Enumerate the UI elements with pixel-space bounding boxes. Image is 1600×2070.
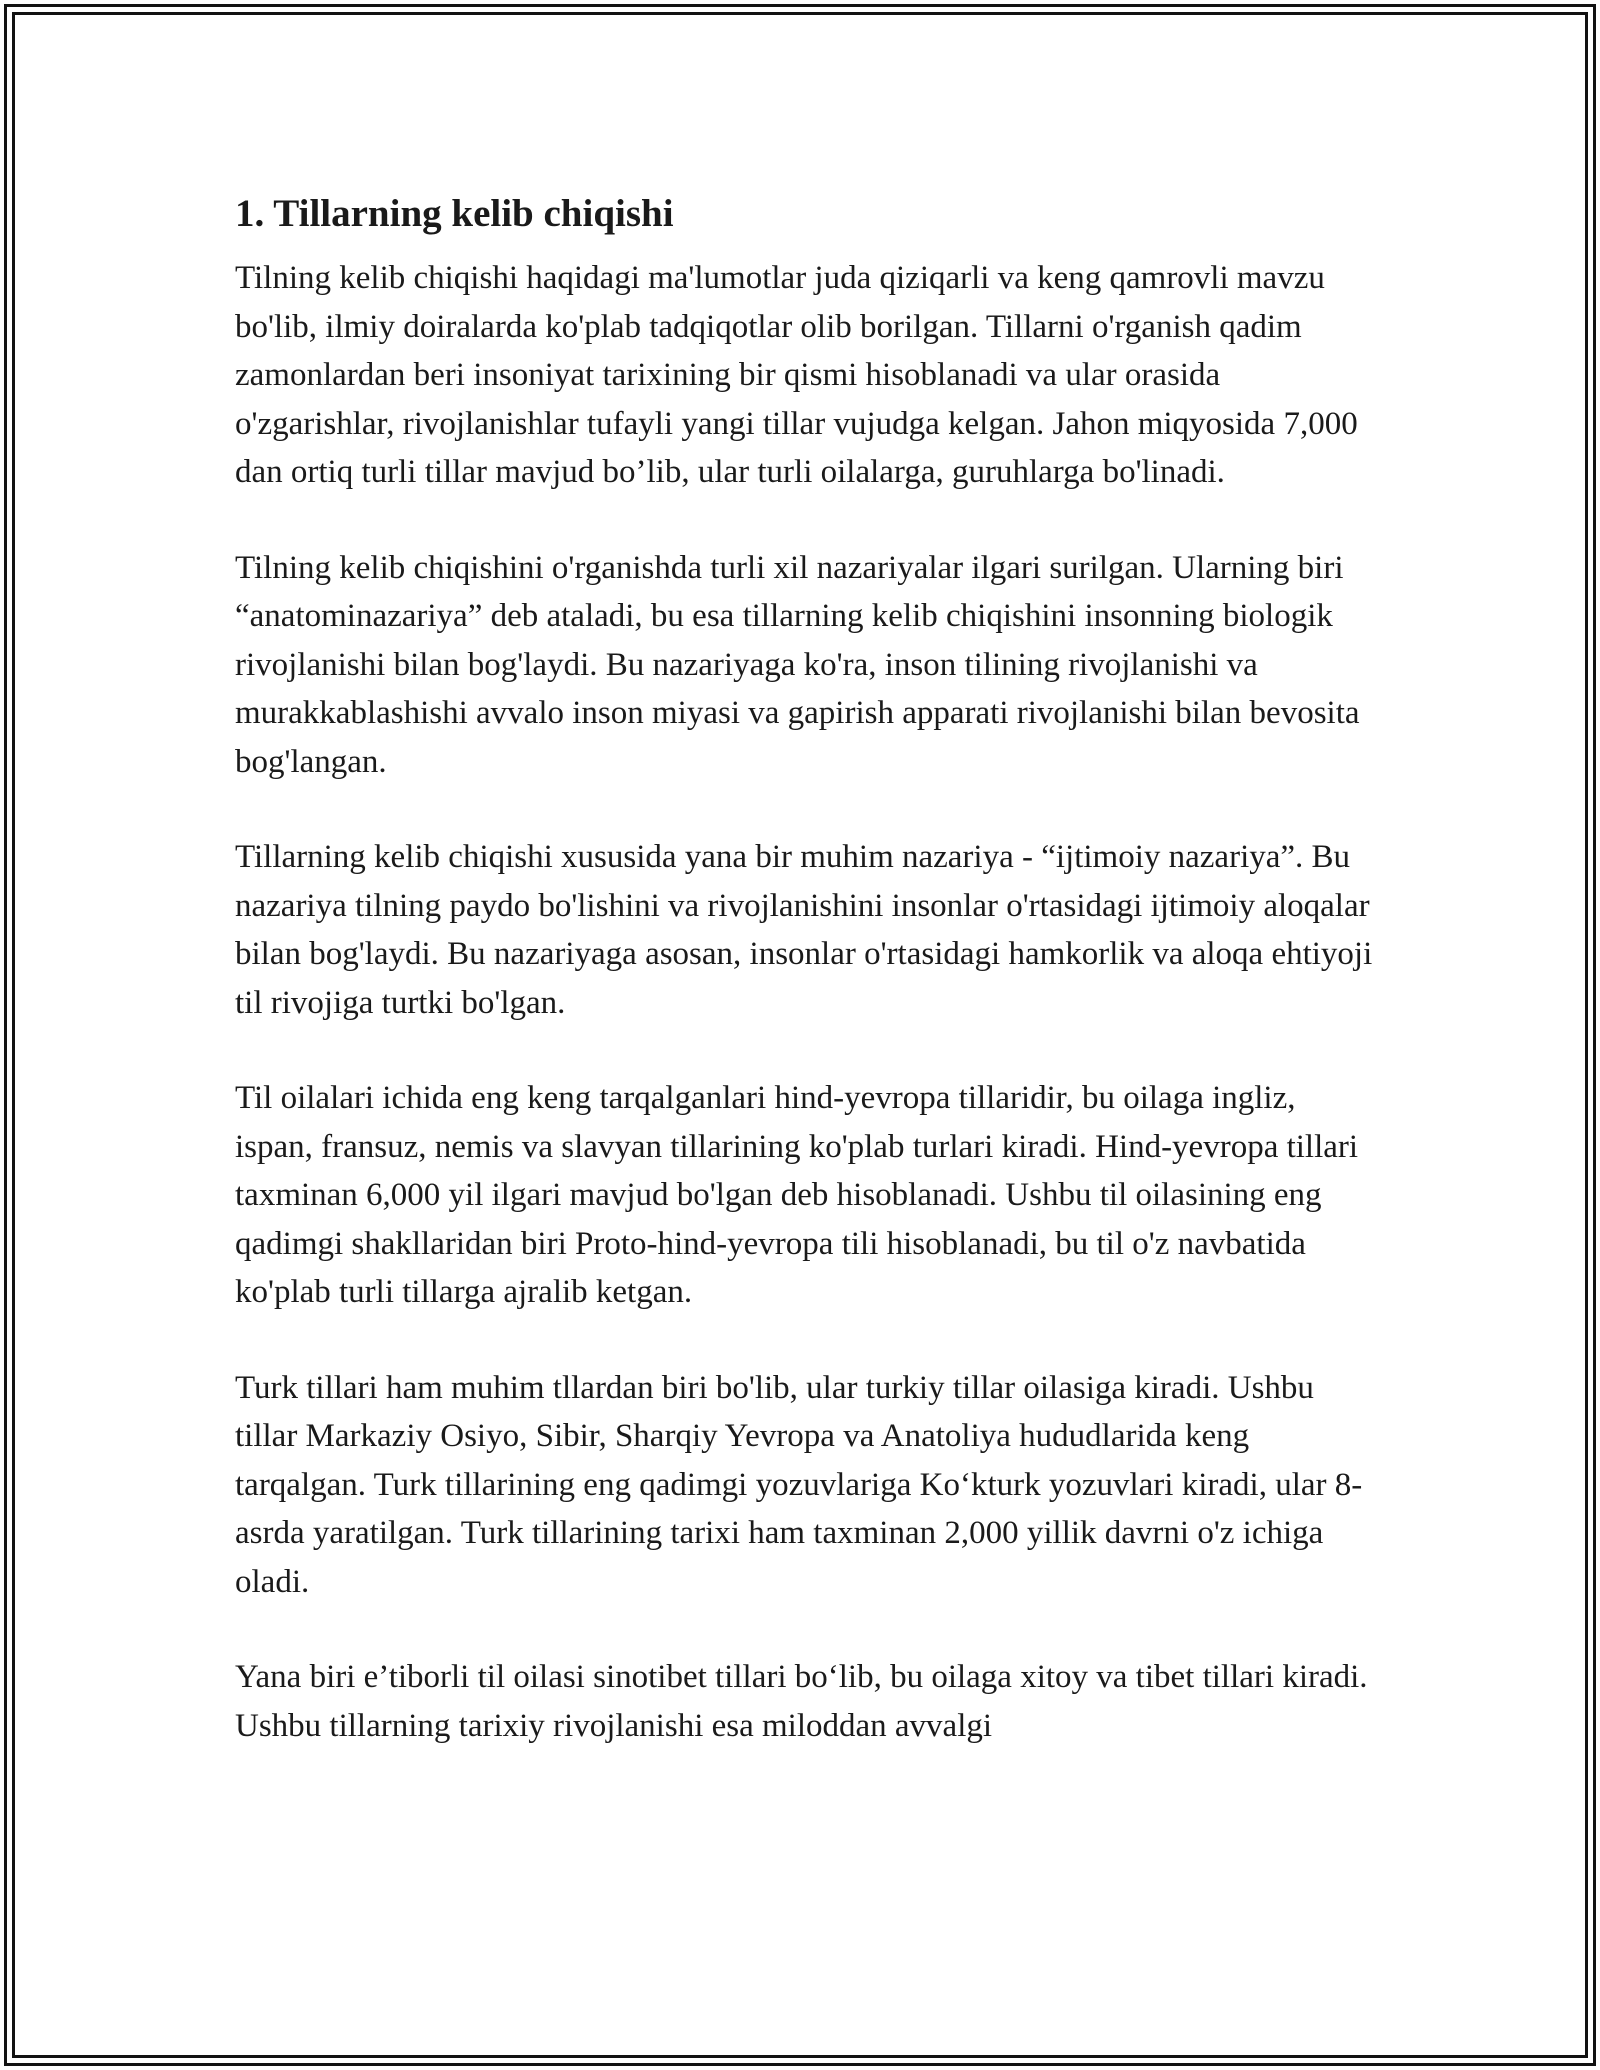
paragraph-5: Turk tillari ham muhim tllardan biri bo'lib, ular turkiy tillar oilasiga kiradi. Ushbu tillar Markaziy Osiyo, Sibir, Sharqiy Yevropa va Anatoliya hududlarida keng tarqalgan. Turk tillarining eng qadimgi yozuvlariga Ko‘kturk yozuvlari kiradi, ular 8-asrda yaratilgan. Turk tillarining tarixi ham taxminan 2,000 yillik davrni o'z ichiga oladi. bbox=[235, 1369, 1363, 1600]
paragraph-2: Tilning kelib chiqishini o'rganishda turli xil nazariyalar ilgari surilgan. Ularning biri “anatominazariya” deb ataladi, bu esa tillarning kelib chiqishini insonning biologik rivojlanishi bilan bog'laydi. Bu nazariyaga ko'ra, inson tilining rivojlanishi va murakkablashishi avvalo inson miyasi va gapirish apparati rivojlanishi bilan bevosita bog'langan. bbox=[235, 549, 1360, 780]
paragraph-4: Til oilalari ichida eng keng tarqalganlari hind-yevropa tillaridir, bu oilaga ingliz, ispan, fransuz, nemis va slavyan tillarining ko'plab turlari kiradi. Hind-yevropa tillari taxminan 6,000 yil ilgari mavjud bo'lgan deb hisoblanadi. Ushbu til oilasining eng qadimgi shakllaridan biri Proto-hind-yevropa tili hisoblanadi, bu til o'z navbatida ko'plab turli tillarga ajralib ketgan. bbox=[235, 1080, 1359, 1310]
paragraph-3: Tillarning kelib chiqishi xususida yana bir muhim nazariya - “ijtimoiy nazariya”. Bu nazariya tilning paydo bo'lishini va rivojlanishini insonlar o'rtasidagi ijtimoiy aloqalar bilan bog'laydi. Bu nazariyaga asosan, insonlar o'rtasidagi hamkorlik va aloqa ehtiyoji til rivojiga turtki bo'lgan. bbox=[235, 839, 1373, 1021]
paragraph-6: Yana biri e’tiborli til oilasi sinotibet tillari bo‘lib, bu oilaga xitoy va tibet tillari kiradi. Ushbu tillarning tarixiy rivojlanishi esa miloddan avvalgi bbox=[235, 1659, 1368, 1744]
section-heading: 1. Tillarning kelib chiqishi bbox=[235, 192, 674, 235]
paragraph-1: Tilning kelib chiqishi haqidagi ma'lumotlar juda qiziqarli va keng qamrovli mavzu bo'lib, ilmiy doiralarda ko'plab tadqiqotlar olib borilgan. Tillarni o'rganish qadim zamonlardan beri insoniyat tarixining bir qismi hisoblanadi va ular orasida o'zgarishlar, rivojlanishlar tufayli yangi tillar vujudga kelgan. Jahon miqyosida 7,000 dan ortiq turli tillar mavjud bo’lib, ular turli oilalarga, guruhlarga bo'linadi. bbox=[235, 260, 1358, 490]
document-body bbox=[235, 188, 1375, 1797]
